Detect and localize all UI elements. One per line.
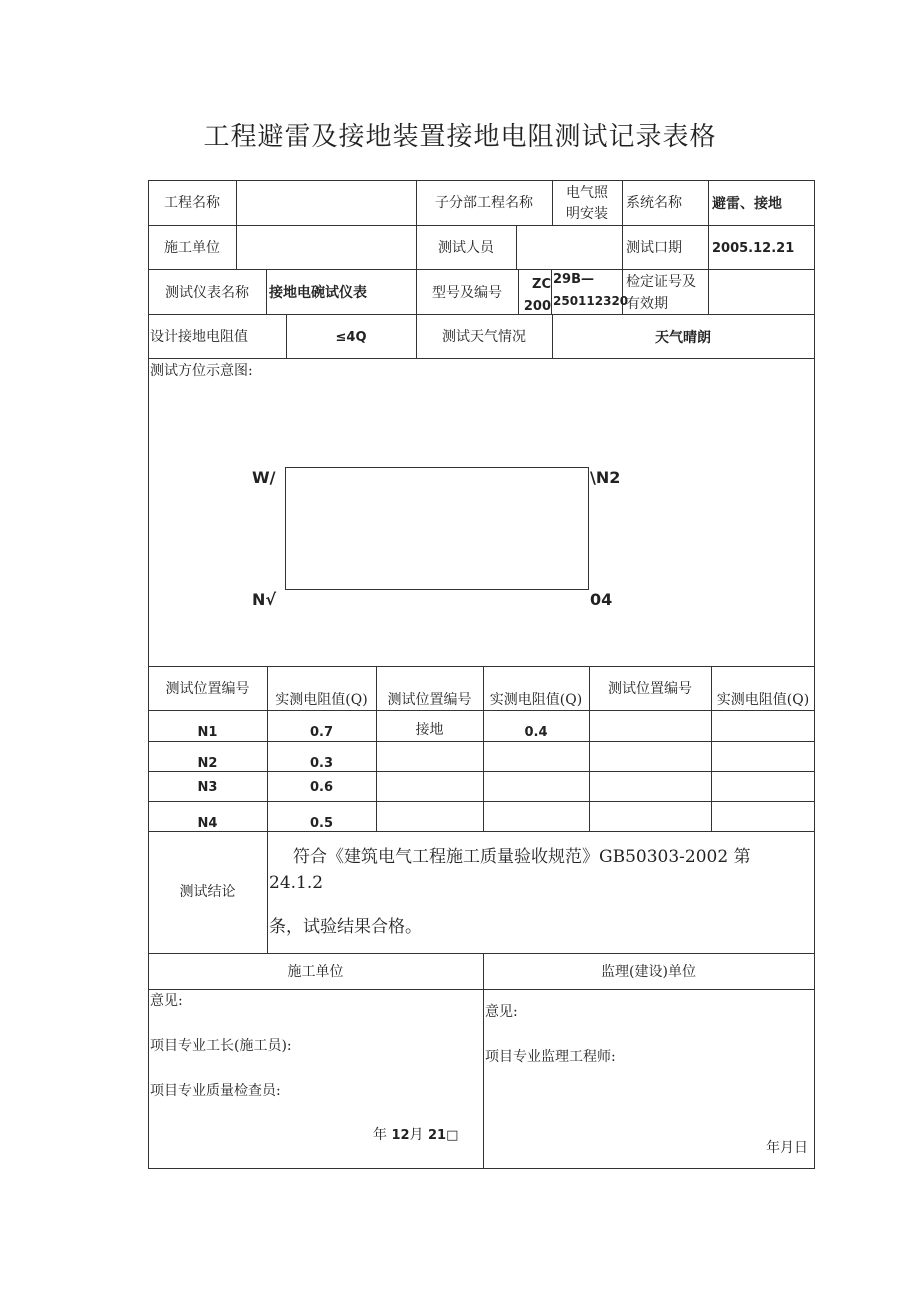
table-row-1-resistance-2: 0.4 (524, 725, 548, 740)
cert-label-line1: 检定证号及 (626, 274, 696, 290)
diagram-label: 测试方位示意图: (150, 363, 253, 379)
page-title: 工程避雷及接地装置接地电阻测试记录表格 (203, 122, 717, 152)
site-outline-rectangle (285, 467, 589, 590)
results-header-position-1: 测试位置编号 (165, 681, 250, 697)
table-row-2-position: N2 (197, 756, 218, 771)
model-value-suffix-2: 250112320 (553, 294, 629, 308)
left-signoff-date (373, 1126, 458, 1145)
table-row-1-resistance: 0.7 (309, 725, 334, 740)
signoff-left-header: 施工单位 (287, 964, 344, 980)
signoff-right-header: 监理(建设)单位 (601, 964, 696, 980)
corner-label-top-right: \N2 (590, 468, 621, 487)
corner-label-bottom-left: N√ (252, 590, 277, 609)
model-value-prefix-1: ZC (532, 277, 551, 292)
project-name-label: 工程名称 (164, 195, 220, 211)
weather-value: 天气晴朗 (655, 330, 711, 346)
subdivision-value-line2: 明安装 (566, 206, 608, 222)
results-header-position-3: 测试位置编号 (608, 681, 692, 697)
corner-label-top-left: W/ (252, 468, 276, 487)
design-resistance-label: 设计接地电阻值 (150, 329, 248, 345)
model-label: 型号及编号 (432, 285, 502, 301)
system-value: 避雷、接地 (712, 196, 782, 212)
model-value-suffix-1: 29B— (553, 272, 594, 287)
right-opinion-label: 意见: (485, 1004, 518, 1020)
left-date-month-label: 月 (409, 1127, 424, 1143)
instrument-label: 测试仪表名称 (165, 285, 249, 301)
table-row-3-resistance: 0.6 (309, 780, 334, 795)
results-header-resistance-2: 实测电阻值(Q) (489, 692, 583, 708)
table-row-1-position: N1 (197, 725, 218, 740)
cert-label-line2: 有效期 (626, 296, 668, 312)
subdivision-label: 子分部工程名称 (435, 195, 533, 211)
weather-label: 测试天气情况 (442, 329, 526, 345)
conclusion-line-3: 条，试验结果合格。 (269, 917, 422, 937)
construction-unit-label: 施工单位 (164, 240, 220, 256)
left-inspector-label: 项目专业质量检查员: (150, 1083, 281, 1099)
right-engineer-label: 项目专业监理工程师: (485, 1049, 616, 1065)
left-date-day: 21□ (428, 1128, 459, 1143)
test-date-value: 2005.12.21 (712, 241, 795, 256)
system-label: 系统名称 (626, 195, 682, 211)
design-resistance-value: ≤4Q (335, 330, 367, 345)
tester-label: 测试人员 (438, 240, 494, 256)
results-header-position-2: 测试位置编号 (387, 692, 472, 708)
left-foreman-label: 项目专业工长(施工员): (150, 1038, 292, 1054)
table-row-4-position: N4 (197, 816, 218, 831)
left-date-month: 12 (391, 1128, 410, 1143)
left-date-year-label: 年 (373, 1127, 387, 1143)
table-row-1-position-2: 接地 (415, 722, 444, 738)
left-opinion-label: 意见: (150, 993, 183, 1009)
corner-label-bottom-right: 04 (590, 590, 613, 609)
results-header-resistance-1: 实测电阻值(Q) (275, 692, 368, 708)
test-date-label: 测试口期 (626, 240, 682, 256)
conclusion-line-2: 24.1.2 (269, 873, 324, 893)
results-header-resistance-3: 实测电阻值(Q) (716, 692, 810, 708)
table-row-2-resistance: 0.3 (309, 756, 334, 771)
table-row-3-position: N3 (197, 780, 218, 795)
conclusion-line-1: 符合《建筑电气工程施工质量验收规范》GB50303-2002 第 (293, 847, 751, 867)
table-row-4-resistance: 0.5 (309, 816, 334, 831)
model-value-prefix-2: 200 (523, 299, 551, 314)
right-signoff-date: 年月日 (766, 1140, 808, 1156)
subdivision-value-line1: 电气照 (566, 185, 608, 201)
instrument-value: 接地电碗试仪表 (269, 285, 367, 301)
conclusion-label: 测试结论 (179, 884, 236, 900)
